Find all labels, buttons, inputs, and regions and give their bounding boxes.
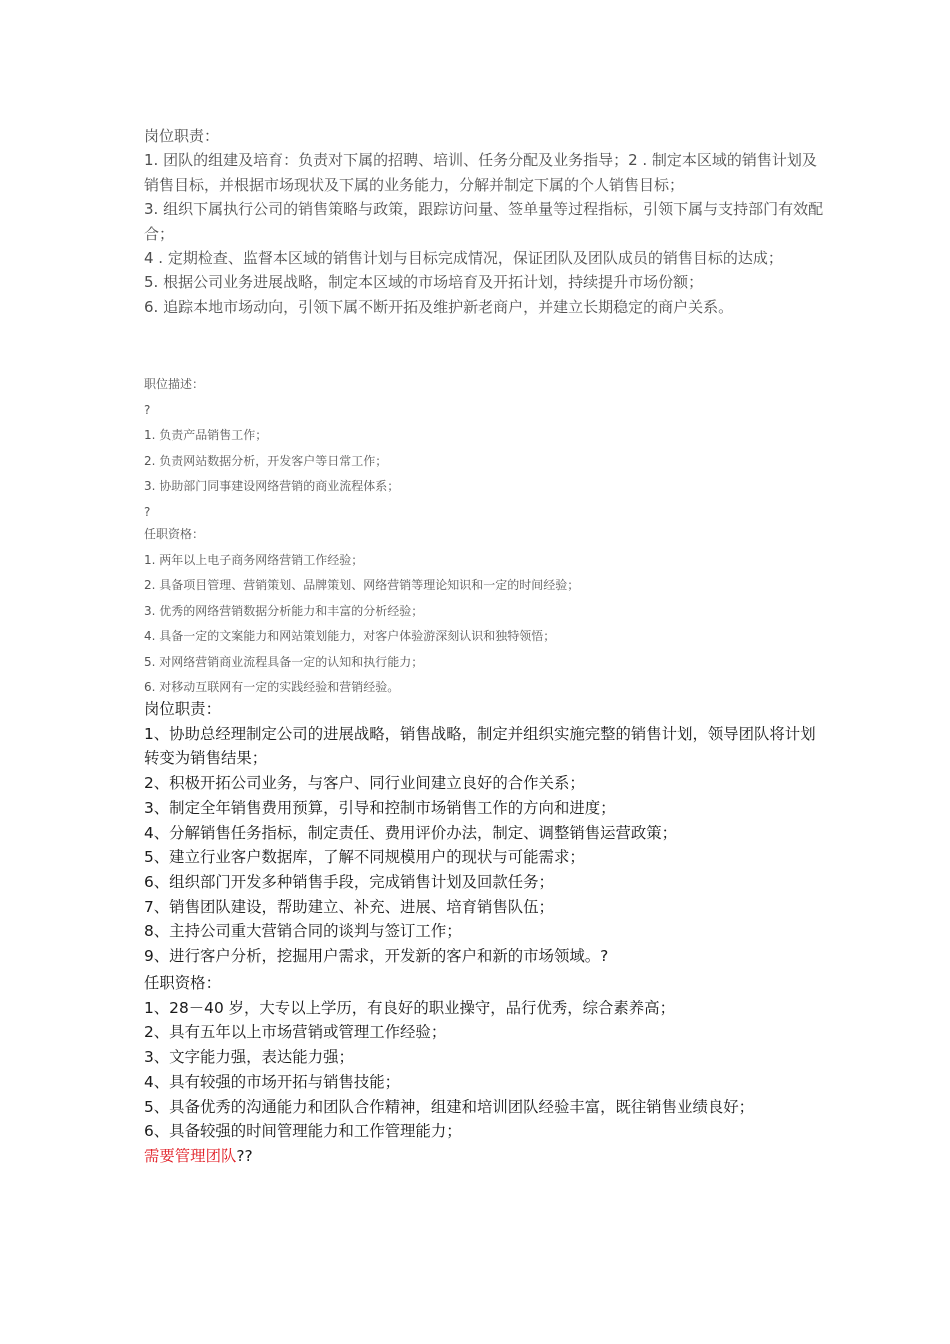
section-qualifications-1 — [144, 522, 824, 701]
section-job-duties-1 — [144, 124, 824, 319]
placeholder-mark: ? — [144, 402, 151, 417]
list-item: 6、组织部门开发多种销售手段，完成销售计划及回款任务； — [144, 872, 554, 891]
list-item: 6、具备较强的时间管理能力和工作管理能力； — [144, 1122, 462, 1141]
list-item: 7、销售团队建设，帮助建立、补充、进展、培育销售队伍； — [144, 897, 554, 916]
list-item: 1. 负责产品销售工作； — [144, 428, 268, 442]
note-tail-text: ?? — [236, 1146, 253, 1165]
section-heading: 岗位职责： — [144, 127, 220, 145]
section-job-description — [144, 372, 824, 525]
section-job-duties-2 — [144, 697, 824, 969]
list-item: 1、28－40 岁，大专以上学历，有良好的职业操守，品行优秀，综合素养高； — [144, 998, 675, 1017]
list-item: 1、协助总经理制定公司的进展战略，销售战略，制定并组织实施完整的销售计划，领导团队将计划转变为销售结果； — [144, 724, 816, 768]
list-item: 4、具有较强的市场开拓与销售技能； — [144, 1072, 401, 1091]
list-item: 2. 负责网站数据分析，开发客户等日常工作； — [144, 453, 388, 468]
list-item: 3. 组织下属执行公司的销售策略与政策，跟踪访问量、签单量等过程指标，引领下属与支持部门有效配合； — [144, 200, 824, 243]
section-heading: 任职资格： — [144, 527, 205, 541]
section-qualifications-2 — [144, 971, 824, 1169]
list-item: 4. 具备一定的文案能力和网站策划能力，对客户体验游深刻认识和独特领悟； — [144, 629, 556, 643]
list-item: 2. 具备项目管理、营销策划、品牌策划、网络营销等理论知识和一定的时间经验； — [144, 578, 580, 592]
list-item: 3. 优秀的网络营销数据分析能力和丰富的分析经验； — [144, 603, 424, 618]
list-item: 2、具有五年以上市场营销或管理工作经验； — [144, 1023, 447, 1042]
list-item: 6. 对移动互联网有一定的实践经验和营销经验。 — [144, 680, 400, 694]
list-item: 4、分解销售任务指标，制定责任、费用评价办法，制定、调整销售运营政策； — [144, 823, 678, 842]
closing-note — [144, 1144, 824, 1169]
list-item: 1. 团队的组建及培育：负责对下属的招聘、培训、任务分配及业务指导；2 . 制定本区域的销售计划及销售目标，并根据市场现状及下属的业务能力，分解并制定下属的个人销售目标； — [144, 151, 817, 194]
list-item: 5. 根据公司业务进展战略，制定本区域的市场培育及开拓计划，持续提升市场份额； — [144, 273, 704, 292]
list-item: 2、积极开拓公司业务，与客户、同行业间建立良好的合作关系； — [144, 774, 585, 793]
list-item: 1. 两年以上电子商务网络营销工作经验； — [144, 552, 364, 567]
list-item: 3. 协助部门同事建设网络营销的商业流程体系； — [144, 479, 400, 493]
section-heading: 职位描述： — [144, 377, 205, 391]
list-item: 5. 对网络营销商业流程具备一定的认知和执行能力； — [144, 654, 424, 669]
placeholder-mark: ? — [144, 504, 151, 519]
list-item: 6. 追踪本地市场动向，引领下属不断开拓及维护新老商户，并建立长期稳定的商户关系。 — [144, 297, 734, 316]
list-item: 3、文字能力强，表达能力强； — [144, 1048, 354, 1067]
list-item: 5、具备优秀的沟通能力和团队合作精神，组建和培训团队经验丰富，既往销售业绩良好； — [144, 1097, 755, 1116]
note-red-text: 需要管理团队 — [144, 1146, 237, 1165]
list-item: 4 . 定期检查、监督本区域的销售计划与目标完成情况，保证团队及团队成员的销售目标的达成； — [144, 249, 783, 268]
list-item: 3、制定全年销售费用预算，引导和控制市场销售工作的方向和进度； — [144, 798, 616, 817]
list-item: 8、主持公司重大营销合同的谈判与签订工作； — [144, 922, 462, 941]
section-heading: 岗位职责： — [144, 700, 221, 718]
section-heading: 任职资格： — [144, 974, 221, 992]
list-item: 5、建立行业客户数据库，了解不同规模用户的现状与可能需求； — [144, 848, 585, 867]
list-item: 9、进行客户分析，挖掘用户需求，开发新的客户和新的市场领域。? — [144, 947, 609, 966]
